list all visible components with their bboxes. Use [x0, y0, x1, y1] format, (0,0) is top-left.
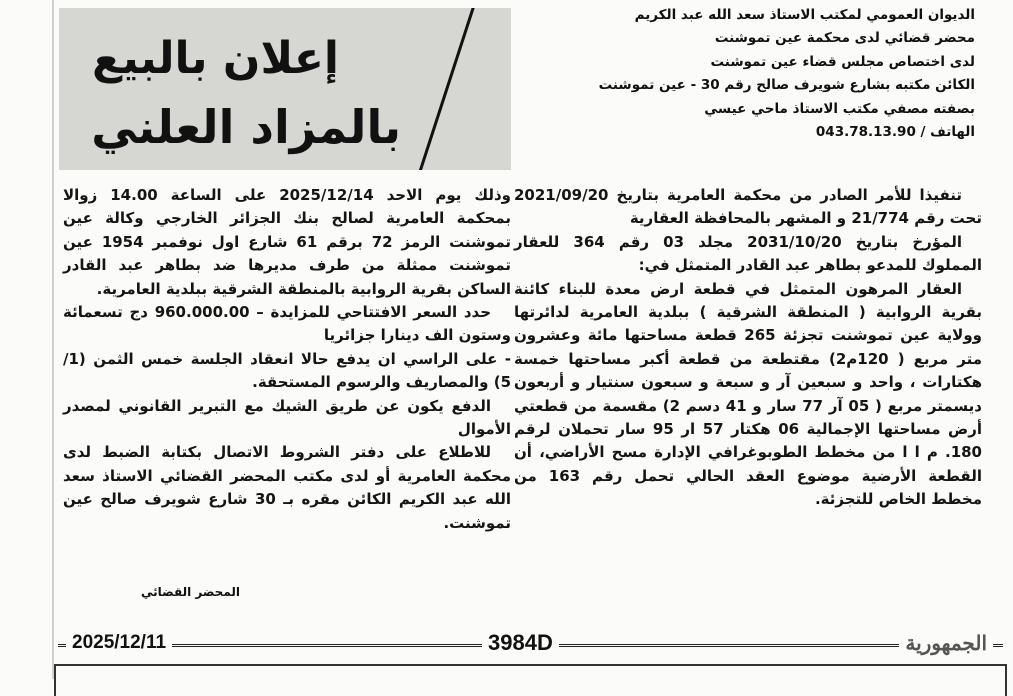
paragraph-opening-price: حدد السعر الافتتاحي للمزايدة – 960.000.00 دج تسعمائة وستون الف دينارا جزائريا [63, 303, 511, 345]
paragraph-court-order: تنفيذا للأمر الصادر من محكمة العامرية بتاريخ 2021/09/20 تحت رقم 21/774 و المشهر بالمحافظة العقارية [514, 186, 982, 228]
next-ad-frame [54, 664, 1007, 696]
header-line-liquidator: بصفته مصفي مكتب الاستاذ ماحي عيسي [704, 100, 975, 117]
footer-date: 2025/12/11 [66, 628, 172, 658]
header-line-jurisdiction: لدى اختصاص مجلس قضاء عين تموشنت [710, 53, 975, 70]
signature: المحضر القضائي [140, 585, 240, 599]
header-line-phone: الهاتف / 043.78.13.90 [815, 124, 975, 141]
page-edge-shadow [52, 0, 54, 679]
header-line-office: الديوان العمومي لمكتب الاستاذ سعد الله عبد الكريم [634, 7, 975, 23]
paragraph-payment-fifth: - على الراسي ان يدفع حالا انعقاد الجلسة خمس الثمن (1/ 5) والمصاريف والرسوم المستحقة. [63, 349, 511, 392]
paragraph-payment-method: الدفع يكون عن طريق الشيك مع التبرير القانوني لمصدر الأموال [63, 396, 511, 439]
title-line-sale: إعلان بالبيع [92, 33, 339, 84]
announcement-title-box [59, 8, 511, 170]
paragraph-auction-date: وذلك يوم الاحد 2025/12/14 على الساعة 14.00 زوالا بمحكمة العامرية لصالح بنك الجزائر الخارجي وكالة عين تموشنت الرمز 72 برقم 61 شارع اول نوفمبر 1954 عين تموشنت ممثلة من طرف مديرها ضد بطاهر عبد القادر الساكن بقرية الروابية بالمنطقة الشرقية ببلدية العامرية. [63, 186, 512, 298]
paragraph-property-description: العقار المرهون المتمثل في قطعة ارض معدة للبناء كائنة بقرية الروابية ( المنطقة الشرقية ) ببلدية العامرية لدائرتها وولاية عين تموشنت تجزئة 265 قطعة مساحتها مائة وعشرون متر مربع ( 120م2) مقتطعة من قطعة أكبر مساحتها خمسة هكتارات ، واحد و سبعين آر و سبعة و سبعون سنتيار و أربعون ديسمتر مربع ( 05 آر 77 سار و 41 دسم 2) مقسمة من قطعتي أرض مساحتها الإجمالية 06 هكتار 57 ار 95 سار تحملان لرقم 180. م ا ا من مخطط الطوبوغرافي الإدارة مسح الأراضي، أن القطعة الأرضية موضوع العقد الحالي تحمل رقم 163 من مخطط الخاص للتجزئة. [514, 279, 983, 509]
left-column [63, 184, 511, 535]
title-line-auction: بالمزاد العلني [91, 100, 401, 154]
paragraph-registration: المؤرخ بتاريخ 2031/10/20 مجلد 03 رقم 364 للعقار المملوك للمدعو بطاهر عبد القادر المتمثل في: [514, 232, 982, 275]
paragraph-conditions: للاطلاع على دفتر الشروط الاتصال بكتابة الضبط لدى محكمة العامرية أو لدى مكتب المحضر القضائي الاستاذ سعد الله عبد الكريم الكائن مقره بـ 30 شارع شويرف صالح عين تموشنت. [63, 443, 511, 532]
header-line-address: الكائن مكتبه بشارع شويرف صالح رقم 30 - عين تموشنت [598, 77, 975, 94]
header-line-bailiff: محضر قضائي لدى محكمة عين تموشنت [714, 30, 975, 47]
right-column [514, 184, 982, 512]
footer-ad-code: 3984D [482, 628, 559, 658]
bailiff-header [525, 4, 975, 144]
newspaper-logo: الجمهورية [899, 628, 993, 658]
title-stripe [415, 8, 477, 170]
